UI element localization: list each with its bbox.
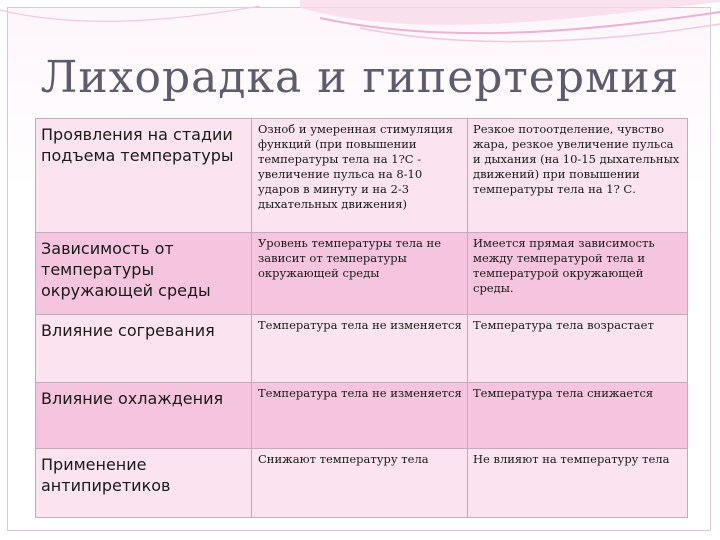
hyperthermia-cell: Резкое потоотделение, чувство жара, резкое увеличение пульса и дыхания (на 10-15 дыхательных движений) при повышении температуры тела на 1? С.: [468, 119, 688, 233]
hyperthermia-cell: Температура тела возрастает: [468, 315, 688, 383]
fever-cell: Температура тела не изменяется: [252, 383, 468, 449]
hyperthermia-cell: Имеется прямая зависимость между температурой тела и температурой окружающей среды.: [468, 233, 688, 315]
slide-title: Лихорадка и гипертермия: [40, 52, 680, 103]
row-label: Зависимость от температуры окружающей среды: [36, 233, 252, 315]
fever-cell: Озноб и умеренная стимуляция функций (при повышении температуры тела на 1?С - увеличение пульса на 8-10 ударов в минуту и на 2-3 дыхательных движения): [252, 119, 468, 233]
table-row: [36, 383, 688, 449]
hyperthermia-cell: Не влияют на температуру тела: [468, 449, 688, 518]
fever-cell: Температура тела не изменяется: [252, 315, 468, 383]
fever-cell: Уровень температуры тела не зависит от температуры окружающей среды: [252, 233, 468, 315]
hyperthermia-cell: Температура тела снижается: [468, 383, 688, 449]
table-row: [36, 119, 688, 233]
row-label: Влияние охлаждения: [36, 383, 252, 449]
table-row: [36, 449, 688, 518]
table-row: [36, 315, 688, 383]
table-row: [36, 233, 688, 315]
row-label: Применение антипиретиков: [36, 449, 252, 518]
comparison-table: [35, 118, 688, 518]
row-label: Влияние согревания: [36, 315, 252, 383]
row-label: Проявления на стадии подъема температуры: [36, 119, 252, 233]
fever-cell: Снижают температуру тела: [252, 449, 468, 518]
